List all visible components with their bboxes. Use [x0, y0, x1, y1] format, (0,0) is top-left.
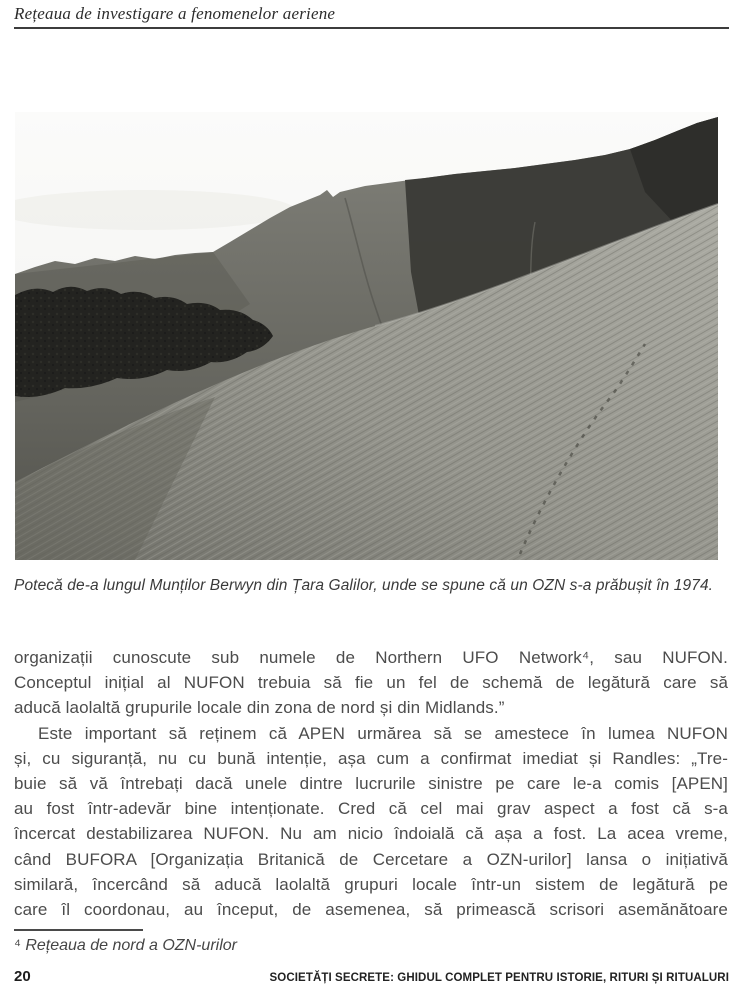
- page-footer: [14, 968, 729, 985]
- body-text-line: aducă laolaltă grupurile locale din zona de nord și din Midlands.”: [14, 698, 505, 718]
- body-text-line: similară, încercând să aducă laolaltă grupuri locale într-un sistem de legătură pe: [14, 874, 728, 894]
- footnote: [14, 937, 237, 955]
- body-text-line: încercat destabilizarea NUFON. Nu am nicio îndoială că așa a fost. La acea vreme,: [14, 824, 728, 844]
- berwyn-mountains-photo: [15, 112, 718, 560]
- footnote-marker: ⁴: [14, 937, 21, 954]
- footnote-text: Rețeaua de nord a OZN-urilor: [25, 937, 237, 954]
- body-text-line: organizații cunoscute sub numele de Northern UFO Network⁴, sau NUFON.: [14, 648, 728, 667]
- mountain-photo-illustration: [15, 112, 718, 560]
- paragraph-2: [14, 721, 728, 923]
- footnote-rule: [14, 929, 143, 931]
- body-text-line: buie să vă întrebați dacă unele dintre lucrurile sinistre pe care le-a comis [APEN]: [14, 773, 728, 793]
- running-header-title: Rețeaua de investigare a fenomenelor aeriene: [14, 4, 336, 23]
- paragraph-1: [14, 645, 728, 721]
- body-text-line: când BUFORA [Organizația Britanică de Cercetare a OZN-urilor] lansa o inițiativă: [14, 849, 728, 869]
- body-text-line: Conceptul inițial al NUFON trebuia să fie un fel de schemă de legătură care să: [14, 673, 728, 693]
- body-text-line: și, cu siguranță, nu cu bună intenție, așa cum a confirmat imediat și Randles: „Tre-: [14, 748, 728, 768]
- photo-caption: Potecă de-a lungul Munților Berwyn din Țara Galilor, unde se spune că un OZN s-a prăbușit în 1974.: [14, 577, 714, 594]
- body-text-line: care îl coordonau, au început, de asemenea, să primească scrisori asemănătoare: [14, 899, 728, 919]
- body-text-line: Este important să reținem că APEN urmărea să se amestece în lumea NUFON: [38, 723, 728, 743]
- book-title: SOCIETĂȚI SECRETE: GHIDUL COMPLET PENTRU ISTORIE, RITURI ȘI RITUALURI: [269, 972, 729, 984]
- body-text: [14, 645, 728, 922]
- page-number: 20: [14, 968, 31, 985]
- header-rule: [14, 27, 729, 29]
- body-text-line: au fost într-adevăr bine intenționate. Cred că cel mai grav aspect a fost că s-a: [14, 799, 728, 819]
